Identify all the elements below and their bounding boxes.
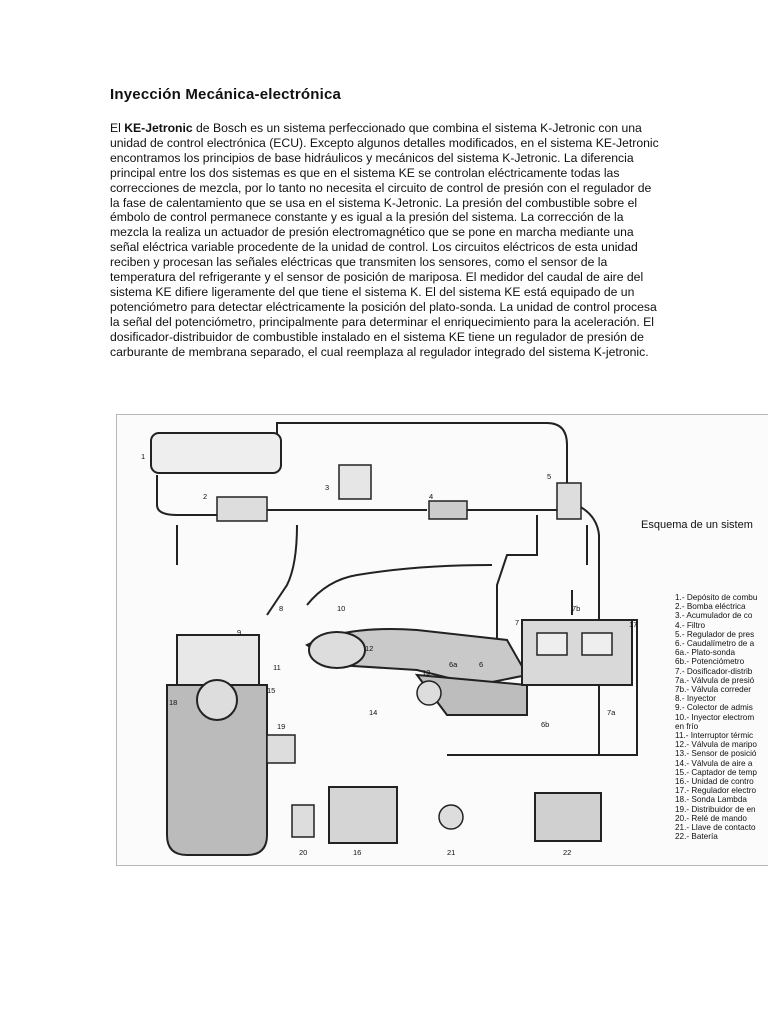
ignition-key [439, 805, 463, 829]
legend-item: 7.- Dosificador-distrib [675, 666, 753, 676]
callout-label: 19 [277, 722, 286, 731]
pressure-regulator [557, 483, 581, 519]
legend-item: 13.- Sensor de posició [675, 749, 757, 759]
legend-item: 20.- Relé de mando [675, 813, 747, 823]
system-name: KE-Jetronic [124, 121, 193, 135]
legend-item: 18.- Sonda Lambda [675, 795, 747, 805]
legend-item: 6a.- Plato-sonda [675, 648, 736, 658]
intro-prefix: El [110, 121, 125, 135]
legend-item: 5.- Regulador de pres [675, 629, 755, 639]
legend-item: 7a.- Válvula de presió [675, 675, 755, 685]
callout-label: 7 [515, 618, 520, 627]
legend-item: 12.- Válvula de maripo [675, 740, 757, 750]
callout-label: 17 [629, 620, 638, 629]
legend-item: 22.- Batería [675, 832, 718, 842]
callout-label: 8 [279, 604, 284, 613]
figure-caption: Esquema de un sistem [641, 519, 753, 531]
callout-label: 1 [141, 452, 146, 461]
fuel-pump [217, 497, 267, 521]
battery [535, 793, 601, 841]
callout-label: 11 [273, 663, 281, 672]
control-unit [329, 787, 397, 843]
callout-label: 2 [203, 492, 208, 501]
callout-label: 12 [365, 644, 374, 653]
callout-label: 22 [563, 848, 572, 857]
callout-label: 3 [325, 483, 330, 492]
legend-item: 6b.- Potenciómetro [675, 657, 745, 667]
legend-item: 15.- Captador de temp [675, 767, 757, 777]
legend-item: 17.- Regulador electro [675, 786, 757, 796]
callout-label: 21 [447, 848, 456, 857]
ke-jetronic-diagram [116, 414, 768, 866]
callout-label: 6b [541, 720, 550, 729]
ignition-distributor [267, 735, 295, 763]
callout-label: 6 [479, 660, 484, 669]
callout-label: 14 [369, 708, 378, 717]
legend-item: 14.- Válvula de aire a [675, 758, 753, 768]
throttle-body [309, 632, 365, 668]
legend-item: 2.- Bomba eléctrica [675, 602, 746, 612]
body-paragraph: de Bosch es un sistema perfeccionado que combina el sistema K-Jetronic con una unidad de control electrónica (ECU). Excepto algunos detalles modificados, en el sistema KE-Jetronic encontramos los principios de base hidráulicos y mecánicos del sistema K-Jetronic. La diferencia principal entre los dos sistemas es que en el sistema KE se controlan eléctricamente todas las correcciones de mezcla, por lo tanto no necesita el circuito de control de presión con el regulador de la fase de calentamiento que se usa en el sistema K-Jetronic. La presión del combustible sobre el émbolo de control permanece constante y es igual a la presión del sistema. La corrección de la mezcla la realiza un actuador de presión electromagnético que se pone en marcha mediante una señal eléctrica variable procedente de la unidad de control. Los circuitos eléctricos de esta unidad reciben y procesan las señales eléctricas que transmiten los sensores, como el sensor de la temperatura del refrigerante y el sensor de posición de mariposa. El medidor del caudal de aire del sistema KE difiere ligeramente del que tiene el sistema K. El del sistema KE está equipado de un potenciómetro para detectar eléctricamente la posición del plato-sonda. La unidad de control procesa la señal del potenciómetro, principalmente para determinar el enriquecimiento para la aceleración. El dosificador-distribuidor de combustible instalado en el sistema KE tiene un regulador de presión de carburante de membrana separado, el cual reemplaza al regulador integrado del sistema K-jetronic. [110, 121, 659, 359]
fuel-tank [151, 433, 281, 473]
callout-label: 18 [169, 698, 178, 707]
relay [292, 805, 314, 837]
callout-label: 4 [429, 492, 434, 501]
callout-label: 9 [237, 628, 242, 637]
legend-item: 9.- Colector de admis [675, 703, 753, 713]
callout-label: 16 [353, 848, 362, 857]
callout-label: 6a [449, 660, 458, 669]
legend-item: 3.- Acumulador de co [675, 611, 753, 621]
legend-item: 19.- Distribuidor de en [675, 804, 756, 814]
legend-item: 10.- Inyector electrom [675, 712, 755, 722]
legend-item: 7b.- Válvula correder [675, 685, 751, 695]
cylinder [177, 635, 259, 685]
callout-label: 7b [572, 604, 581, 613]
throttle-sensor [417, 681, 441, 705]
article-title: Inyección Mecánica-electrónica [110, 86, 342, 103]
article-body [110, 121, 662, 360]
legend-item: 16.- Unidad de contro [675, 777, 754, 787]
legend-item: 11.- Interruptor térmic [675, 731, 754, 741]
callout-label: 5 [547, 472, 552, 481]
legend-item: 21.- Llave de contacto [675, 823, 756, 833]
callout-label: 7a [607, 708, 616, 717]
legend-item: 6.- Caudalímetro de a [675, 639, 755, 649]
legend-item: 1.- Depósito de combu [675, 593, 758, 602]
callout-label: 10 [337, 604, 346, 613]
callout-label: 15 [267, 686, 276, 695]
callout-label: 20 [299, 848, 308, 857]
legend-item: 4.- Filtro [675, 620, 706, 630]
accumulator [339, 465, 371, 499]
figure-legend [675, 593, 768, 841]
callout-label: 13 [422, 668, 431, 677]
legend-item: en frío [675, 721, 699, 731]
legend-item: 8.- Inyector [675, 694, 716, 704]
diagram-drawing [117, 415, 768, 865]
fuel-filter [429, 501, 467, 519]
